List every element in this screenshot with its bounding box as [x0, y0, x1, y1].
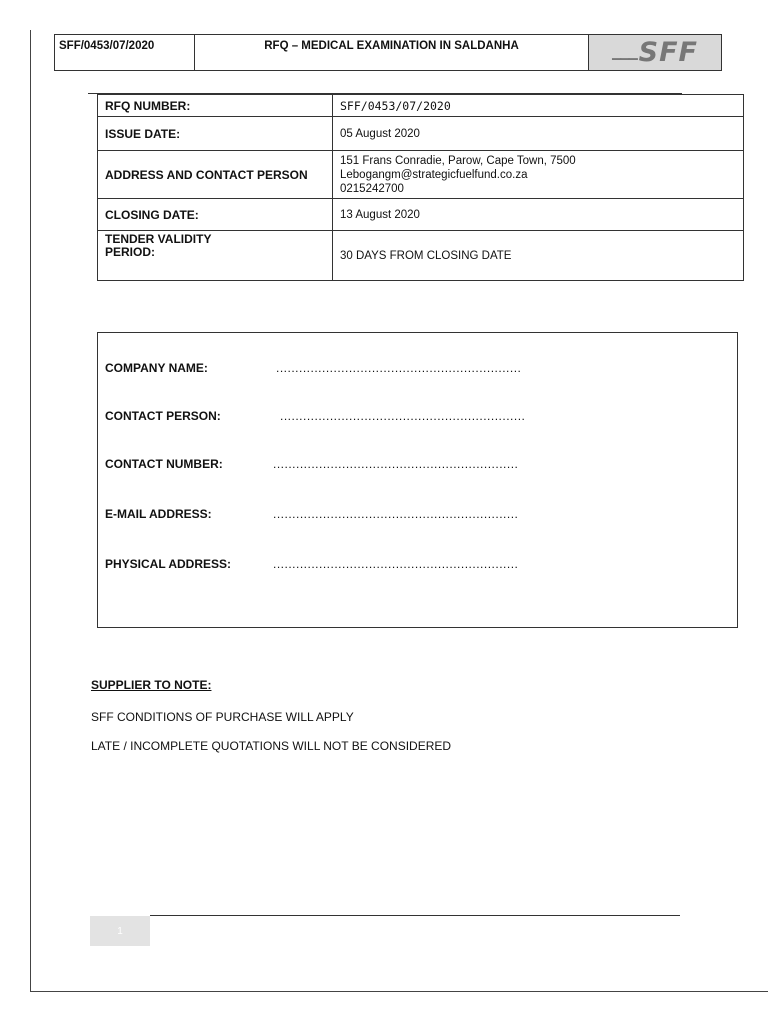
contact-number-label: CONTACT NUMBER: — [105, 457, 223, 471]
closing-date-value: 13 August 2020 — [333, 199, 744, 231]
header-reference: SFF/0453/07/2020 — [55, 35, 195, 70]
company-name-label: COMPANY NAME: — [105, 361, 208, 375]
table-row — [98, 199, 744, 231]
email-field[interactable]: ................................................................ — [273, 507, 519, 521]
sff-logo — [589, 35, 721, 70]
validity-period-value: 30 DAYS FROM CLOSING DATE — [333, 231, 744, 281]
footer-divider — [150, 915, 680, 916]
contact-email: Lebogangm@strategicfuelfund.co.za — [340, 168, 528, 181]
contact-person-row — [105, 409, 221, 423]
table-row — [98, 95, 744, 117]
email-row — [105, 507, 212, 521]
company-name-row — [105, 361, 208, 375]
contact-person-field[interactable]: ................................................................ — [280, 409, 526, 423]
contact-number-row — [105, 457, 223, 471]
issue-date-value: 05 August 2020 — [333, 117, 744, 151]
supplier-note-title: SUPPLIER TO NOTE: — [91, 678, 212, 692]
contact-number-field[interactable]: ................................................................ — [273, 457, 519, 471]
address-contact-value — [333, 151, 744, 199]
contact-person-label: CONTACT PERSON: — [105, 409, 221, 423]
page-number: 1 — [90, 916, 150, 946]
table-row — [98, 151, 744, 199]
rfq-number-value: SFF/0453/07/2020 — [333, 95, 744, 117]
company-name-field[interactable]: ................................................................ — [276, 361, 522, 375]
table-row — [98, 231, 744, 281]
sff-logo-icon: ▁▁▁ SFF — [611, 37, 699, 68]
table-row — [98, 117, 744, 151]
physical-address-row — [105, 557, 231, 571]
issue-date-label: ISSUE DATE: — [98, 117, 333, 151]
rfq-number-label: RFQ NUMBER: — [98, 95, 333, 117]
physical-address-label: PHYSICAL ADDRESS: — [105, 557, 232, 571]
contact-phone: 0215242700 — [340, 182, 404, 195]
rfq-details-table — [97, 94, 744, 281]
supplier-note-line-1: SFF CONDITIONS OF PURCHASE WILL APPLY — [91, 710, 354, 724]
document-header — [54, 34, 722, 71]
email-label: E-MAIL ADDRESS: — [105, 507, 212, 521]
supplier-details-box — [97, 332, 738, 628]
address-contact-label: ADDRESS AND CONTACT PERSON — [98, 151, 333, 199]
closing-date-label: CLOSING DATE: — [98, 199, 333, 231]
header-title: RFQ – MEDICAL EXAMINATION IN SALDANHA — [195, 35, 589, 70]
address-line: 151 Frans Conradie, Parow, Cape Town, 7500 — [340, 154, 576, 167]
supplier-note-line-2: LATE / INCOMPLETE QUOTATIONS WILL NOT BE CONSIDERED — [91, 739, 452, 753]
physical-address-field[interactable]: ................................................................ — [273, 557, 519, 571]
validity-period-label: TENDER VALIDITY PERIOD: — [98, 231, 333, 281]
